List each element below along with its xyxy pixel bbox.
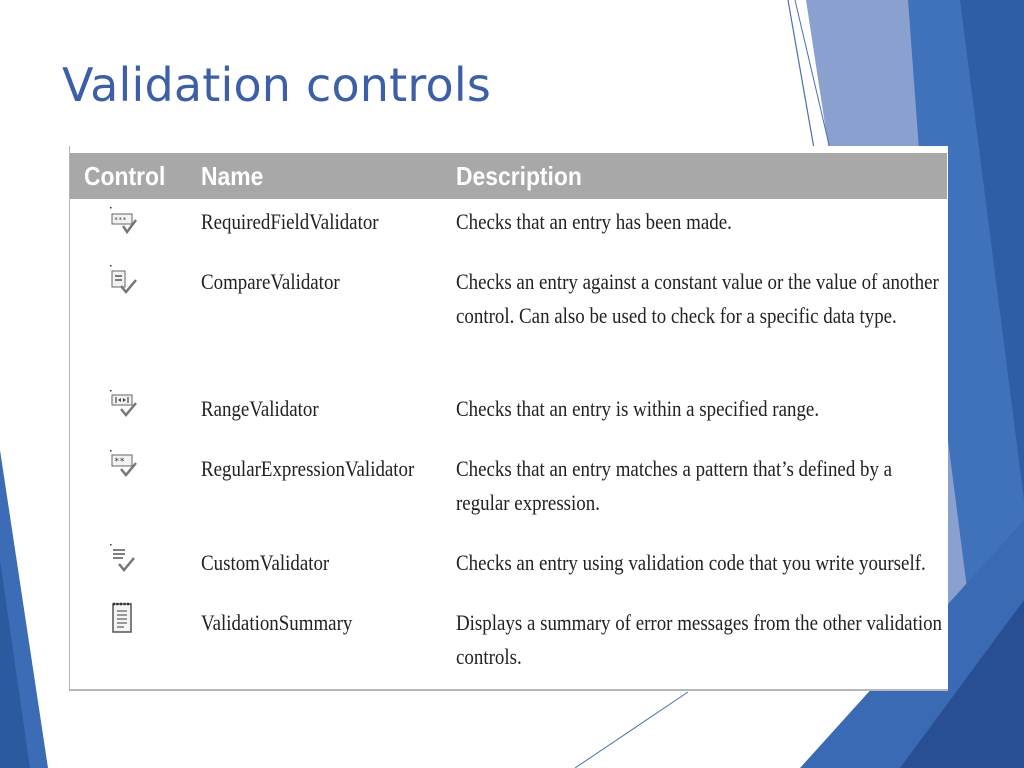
row-description: Checks that an entry is within a specified range. [456,396,820,421]
header-description: Description [456,161,582,191]
row-name: RegularExpressionValidator [201,456,415,481]
row-name: ValidationSummary [201,610,353,635]
slide-title: Validation controls [62,58,491,112]
row-description: Checks an entry against a constant value or the value of another control. Can also be used to check for a specific data type. [456,269,939,328]
row-description: Displays a summary of error messages from the other validation controls. [456,610,943,669]
row-description: Checks that an entry has been made. [456,209,732,234]
required-field-validator-icon [109,206,139,240]
header-control: Control [84,161,166,191]
row-name: RangeValidator [201,396,319,421]
validation-controls-table [69,146,948,691]
range-validator-icon [109,389,139,423]
regular-expression-validator-icon [109,449,139,483]
row-name: CustomValidator [201,550,330,575]
validation-summary-icon [109,601,139,635]
svg-text:***: *** [114,216,127,224]
svg-text:**: ** [114,457,125,467]
table-header-row [70,153,947,199]
row-name: CompareValidator [201,269,340,294]
custom-validator-icon [109,543,139,577]
header-name: Name [201,161,264,191]
compare-validator-icon [109,264,139,298]
row-name: RequiredFieldValidator [201,209,379,234]
row-description: Checks that an entry matches a pattern that’s defined by a regular expression. [456,456,893,515]
row-description: Checks an entry using validation code that you write yourself. [456,550,926,575]
